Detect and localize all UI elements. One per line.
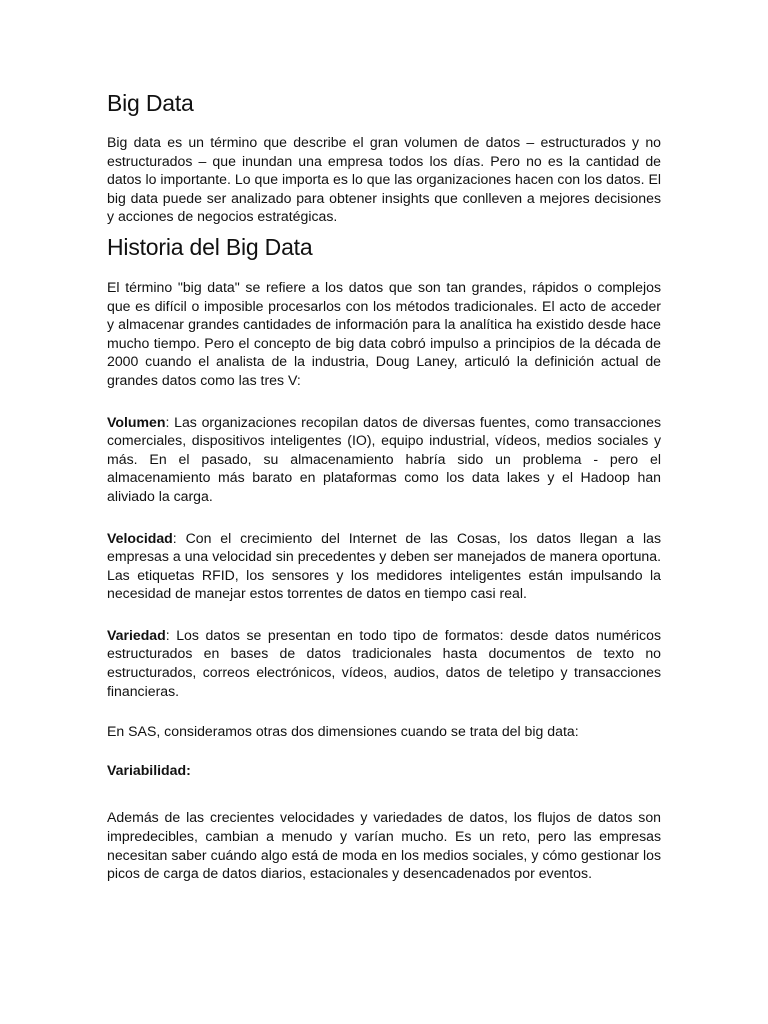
historia-paragraph: El término "big data" se refiere a los datos que son tan grandes, rápidos o complejos que es difícil o imposible procesarlos con los métodos tradicionales. El acto de acceder y almacenar grandes cantidades de información para la analítica ha existido desde hace mucho tiempo. Pero el concepto de big data cobró impulso a principios de la década de 2000 cuando el analista de la industria, Doug Laney, articuló la definición actual de grandes datos como las tres V: (107, 278, 661, 388)
volumen-paragraph (107, 413, 661, 506)
variabilidad-paragraph: Además de las crecientes velocidades y variedades de datos, los flujos de datos son impredecibles, cambian a menudo y varían mucho. Es un reto, pero las empresas necesitan saber cuándo algo está de moda en los medios sociales, y cómo gestionar los picos de carga de datos diarios, estacionales y desencadenados por eventos. (107, 809, 661, 882)
variabilidad-heading (107, 761, 661, 780)
heading-historia: Historia del Big Data (107, 233, 313, 260)
velocidad-term: Velocidad (107, 529, 173, 546)
heading-big-data: Big Data (107, 90, 194, 116)
variedad-paragraph (107, 626, 661, 700)
variabilidad-term: Variabilidad: (107, 761, 191, 778)
sas-paragraph: En SAS, consideramos otras dos dimensiones cuando se trata del big data: (107, 723, 579, 740)
variedad-text: : Los datos se presentan en todo tipo de formatos: desde datos numéricos estructurados en bases de datos tradicionales hasta documentos de texto no estructurados, correos electrónicos, vídeos, audios, datos de teletipo y transacciones financieras. (107, 626, 661, 699)
intro-paragraph: Big data es un término que describe el gran volumen de datos – estructurados y no estructurados – que inundan una empresa todos los días. Pero no es la cantidad de datos lo importante. Lo que importa es lo que las organizaciones hacen con los datos. El big data puede ser analizado para obtener insights que conlleven a mejores decisiones y acciones de negocios estratégicas. (107, 134, 661, 225)
velocidad-text: : Con el crecimiento del Internet de las Cosas, los datos llegan a las empresas a una velocidad sin precedentes y deben ser manejados de manera oportuna. Las etiquetas RFID, los sensores y los medidores inteligentes están impulsando la necesidad de manejar estos torrentes de datos en tiempo casi real. (107, 529, 661, 602)
volumen-term: Volumen (107, 413, 166, 430)
volumen-text: : Las organizaciones recopilan datos de diversas fuentes, como transacciones comerciales, dispositivos inteligentes (IO), equipo industrial, vídeos, medios sociales y más. En el pasado, su almacenamiento habría sido un problema - pero el almacenamiento más barato en plataformas como los data lakes y el Hadoop han aliviado la carga. (107, 413, 661, 504)
velocidad-paragraph (107, 529, 661, 603)
variedad-term: Variedad (107, 626, 166, 643)
document-content (107, 88, 661, 883)
